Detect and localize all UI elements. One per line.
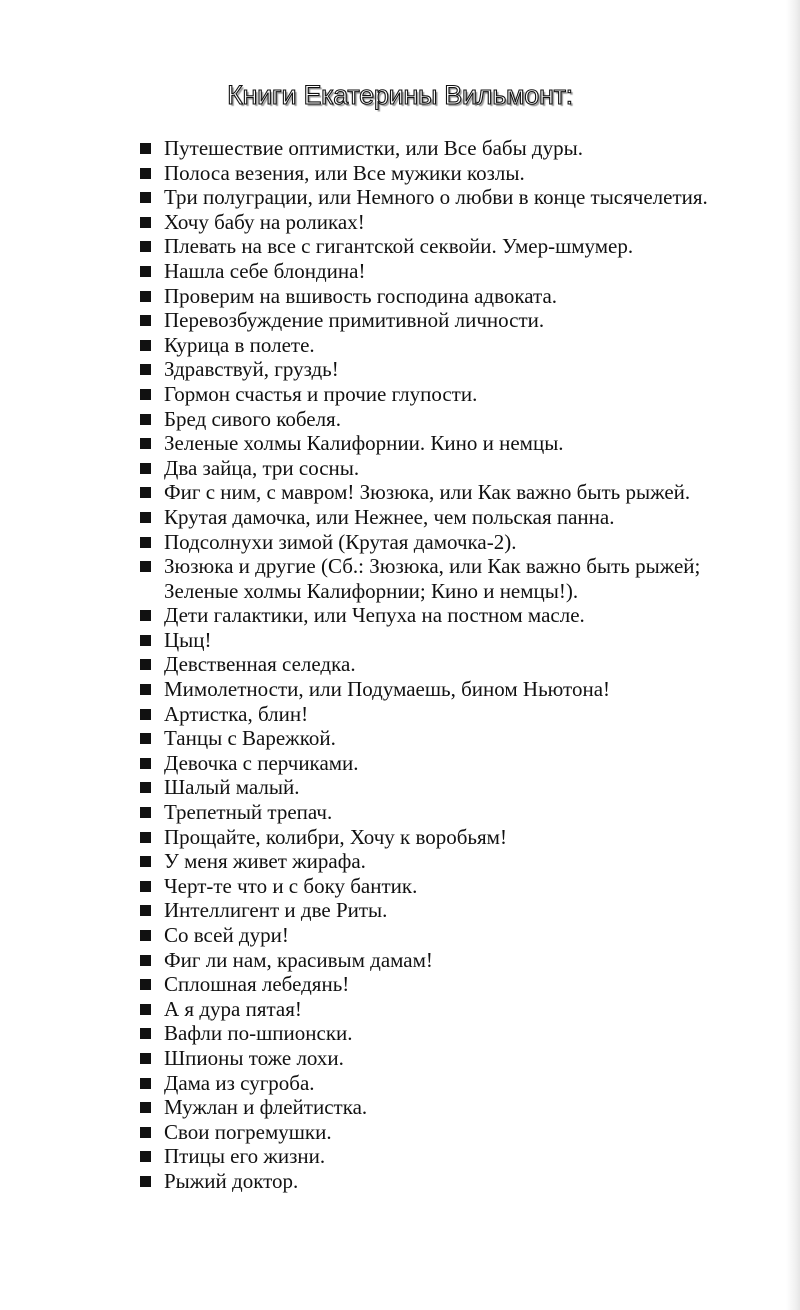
square-bullet-icon bbox=[140, 807, 151, 818]
square-bullet-icon bbox=[140, 684, 151, 695]
book-list-item bbox=[140, 1095, 770, 1120]
book-list-item bbox=[140, 1144, 770, 1169]
book-list-item bbox=[140, 603, 770, 628]
book-list-item bbox=[140, 923, 770, 948]
book-list-item bbox=[140, 972, 770, 997]
book-list-item bbox=[140, 997, 770, 1022]
square-bullet-icon bbox=[140, 168, 151, 179]
square-bullet-icon bbox=[140, 463, 151, 474]
square-bullet-icon bbox=[140, 217, 151, 228]
book-list-item bbox=[140, 1021, 770, 1046]
page-edge-shadow bbox=[786, 0, 800, 1310]
square-bullet-icon bbox=[140, 930, 151, 941]
square-bullet-icon bbox=[140, 340, 151, 351]
book-title: Шалый малый. bbox=[164, 775, 300, 800]
square-bullet-icon bbox=[140, 143, 151, 154]
book-title: Нашла себе блондина! bbox=[164, 258, 366, 283]
book-title: Вафли по-шпионски. bbox=[164, 1021, 353, 1046]
square-bullet-icon bbox=[140, 856, 151, 867]
square-bullet-icon bbox=[140, 709, 151, 720]
book-list-item bbox=[140, 1120, 770, 1145]
book-list-item bbox=[140, 1046, 770, 1071]
square-bullet-icon bbox=[140, 733, 151, 744]
square-bullet-icon bbox=[140, 635, 151, 646]
book-title: Дама из сугроба. bbox=[164, 1070, 315, 1095]
book-title: Со всей дури! bbox=[164, 923, 289, 947]
book-list-item bbox=[140, 948, 770, 973]
book-list-item bbox=[140, 751, 770, 776]
book-title: Прощайте, колибри, Хочу к воробьям! bbox=[164, 824, 507, 849]
square-bullet-icon bbox=[140, 561, 151, 572]
square-bullet-icon bbox=[140, 659, 151, 670]
book-list-item bbox=[140, 259, 770, 284]
square-bullet-icon bbox=[140, 1053, 151, 1064]
book-title: Хочу бабу на роликах! bbox=[164, 209, 365, 234]
book-list-item bbox=[140, 308, 770, 333]
book-list-item bbox=[140, 825, 770, 850]
square-bullet-icon bbox=[140, 1004, 151, 1015]
book-list-item bbox=[140, 652, 770, 677]
book-title: Бред сивого кобеля. bbox=[164, 406, 341, 431]
square-bullet-icon bbox=[140, 905, 151, 916]
square-bullet-icon bbox=[140, 266, 151, 277]
square-bullet-icon bbox=[140, 241, 151, 252]
square-bullet-icon bbox=[140, 758, 151, 769]
book-title: Мимолетности, или Подумаешь, бином Ньютона! bbox=[164, 677, 611, 702]
book-list-item bbox=[140, 333, 770, 358]
square-bullet-icon bbox=[140, 291, 151, 302]
book-title: Шпионы тоже лохи. bbox=[164, 1045, 344, 1070]
book-title: Фиг ли нам, красивым дамам! bbox=[164, 947, 433, 972]
book-title: Девочка с перчиками. bbox=[164, 750, 359, 775]
book-list-item bbox=[140, 210, 770, 235]
book-title: Перевозбуждение примитивной личности. bbox=[164, 308, 545, 333]
book-title: А я дура пятая! bbox=[164, 996, 302, 1021]
square-bullet-icon bbox=[140, 537, 151, 548]
book-list-item bbox=[140, 505, 770, 530]
book-list-item bbox=[140, 357, 770, 382]
book-list-item bbox=[140, 677, 770, 702]
square-bullet-icon bbox=[140, 192, 151, 203]
book-title: Здравствуй, груздь! bbox=[164, 357, 339, 382]
book-list-item bbox=[140, 628, 770, 653]
book-list-item bbox=[140, 849, 770, 874]
square-bullet-icon bbox=[140, 832, 151, 843]
book-list-item bbox=[140, 161, 770, 186]
book-title: Сплошная лебедянь! bbox=[164, 972, 350, 997]
book-title: Курица в полете. bbox=[164, 332, 315, 357]
square-bullet-icon bbox=[140, 438, 151, 449]
book-title: Рыжий доктор. bbox=[164, 1168, 299, 1193]
square-bullet-icon bbox=[140, 1127, 151, 1138]
book-title: Зеленые холмы Калифорнии. Кино и немцы. bbox=[164, 431, 564, 456]
book-list-item bbox=[140, 234, 770, 259]
square-bullet-icon bbox=[140, 955, 151, 966]
book-list-item bbox=[140, 136, 770, 161]
book-title: Свои погремушки. bbox=[164, 1119, 332, 1144]
book-list-item bbox=[140, 775, 770, 800]
book-title: Черт-те что и с боку бантик. bbox=[164, 873, 418, 898]
book-list-item bbox=[140, 480, 770, 505]
book-title: Девственная селедка. bbox=[164, 652, 356, 677]
square-bullet-icon bbox=[140, 1151, 151, 1162]
square-bullet-icon bbox=[140, 487, 151, 498]
square-bullet-icon bbox=[140, 1028, 151, 1039]
book-title: Артистка, блин! bbox=[164, 701, 309, 726]
book-list-item bbox=[140, 382, 770, 407]
book-list-item bbox=[140, 1169, 770, 1194]
book-title: Полоса везения, или Все мужики козлы. bbox=[164, 160, 525, 185]
book-title: Цыц! bbox=[164, 627, 212, 652]
book-title: Танцы с Варежкой. bbox=[164, 726, 336, 751]
book-title: Трепетный трепач. bbox=[164, 800, 333, 825]
book-title: Интеллигент и две Риты. bbox=[164, 898, 388, 923]
book-title: Два зайца, три сосны. bbox=[164, 455, 360, 480]
page-title: Книги Екатерины Вильмонт: bbox=[227, 80, 573, 110]
book-title: Зюзюка и другие (Сб.: Зюзюка, или Как важно быть рыжей; Зеленые холмы Калифорнии; Кино и немцы!). bbox=[164, 554, 701, 603]
book-list-item bbox=[140, 530, 770, 555]
book-title: Проверим на вшивость господина адвоката. bbox=[164, 283, 558, 308]
square-bullet-icon bbox=[140, 364, 151, 375]
book-title: Подсолнухи зимой (Крутая дамочка-2). bbox=[164, 529, 517, 554]
square-bullet-icon bbox=[140, 315, 151, 326]
book-list-item bbox=[140, 1071, 770, 1096]
book-title: Мужлан и флейтистка. bbox=[164, 1095, 368, 1120]
book-title: Фиг с ним, с мавром! Зюзюка, или Как важно быть рыжей. bbox=[164, 480, 691, 505]
book-list-item bbox=[140, 874, 770, 899]
book-title: Крутая дамочка, или Нежнее, чем польская панна. bbox=[164, 504, 615, 529]
book-title: У меня живет жирафа. bbox=[164, 849, 366, 874]
book-list-item bbox=[140, 185, 770, 210]
book-list-item bbox=[140, 702, 770, 727]
square-bullet-icon bbox=[140, 1102, 151, 1113]
book-list-item bbox=[140, 898, 770, 923]
square-bullet-icon bbox=[140, 389, 151, 400]
book-list-item bbox=[140, 284, 770, 309]
book-title: Дети галактики, или Чепуха на постном масле. bbox=[164, 603, 585, 628]
square-bullet-icon bbox=[140, 610, 151, 621]
book-title: Плевать на все с гигантской секвойи. Умер-шмумер. bbox=[164, 234, 634, 259]
square-bullet-icon bbox=[140, 512, 151, 523]
square-bullet-icon bbox=[140, 1078, 151, 1089]
book-list-item bbox=[140, 800, 770, 825]
book-title: Гормон счастья и прочие глупости. bbox=[164, 381, 478, 406]
square-bullet-icon bbox=[140, 414, 151, 425]
square-bullet-icon bbox=[140, 979, 151, 990]
book-list-item bbox=[140, 407, 770, 432]
book-list-item bbox=[140, 554, 770, 603]
book-title: Птицы его жизни. bbox=[164, 1144, 326, 1169]
book-title: Три полуграции, или Немного о любви в конце тысячелетия. bbox=[164, 185, 708, 210]
square-bullet-icon bbox=[140, 881, 151, 892]
book-list-item bbox=[140, 726, 770, 751]
square-bullet-icon bbox=[140, 782, 151, 793]
book-list-item bbox=[140, 431, 770, 456]
square-bullet-icon bbox=[140, 1176, 151, 1187]
book-title: Путешествие оптимистки, или Все бабы дуры. bbox=[164, 136, 583, 160]
book-list bbox=[140, 136, 770, 1194]
book-list-item bbox=[140, 456, 770, 481]
